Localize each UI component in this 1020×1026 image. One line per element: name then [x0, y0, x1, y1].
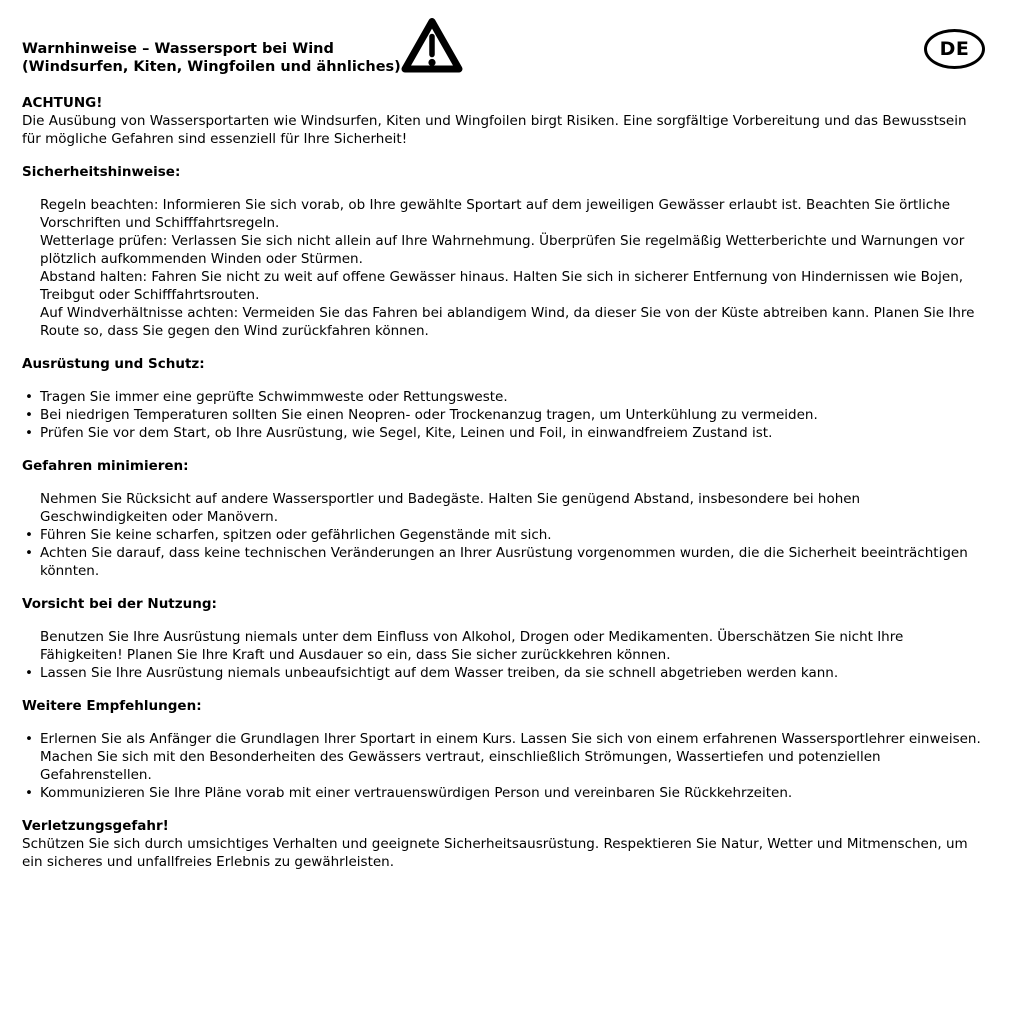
indented-paragraph [40, 490, 985, 526]
indented-paragraph [40, 196, 985, 232]
indented-paragraph [40, 268, 985, 304]
indented-paragraph [40, 304, 985, 340]
language-code: DE [939, 38, 970, 60]
item-text: Bei niedrigen Temperaturen sollten Sie einen Neopren- oder Trockenanzug tragen, um Unterkühlung zu vermeiden. [40, 407, 818, 423]
section-items [25, 628, 985, 682]
section-heading: ACHTUNG! [22, 95, 103, 111]
section-verletzungsgefahr [22, 817, 985, 871]
bullet-item [25, 526, 985, 544]
item-text: Prüfen Sie vor dem Start, ob Ihre Ausrüstung, wie Segel, Kite, Leinen und Foil, in einwandfreiem Zustand ist. [40, 425, 773, 441]
section-heading: Sicherheitshinweise: [22, 164, 181, 180]
indented-paragraph [40, 232, 985, 268]
item-text: Benutzen Sie Ihre Ausrüstung niemals unter dem Einfluss von Alkohol, Drogen oder Medikamenten. Überschätzen Sie nicht Ihre Fähigkeiten! Planen Sie Ihre Kraft und Ausdauer so ein, dass Sie sicher zurückkehren können. [40, 629, 904, 663]
item-text: Machen Sie sich mit den Besonderheiten des Gewässers vertraut, einschließlich Strömungen, Wassertiefen und potenziellen Gefahrenstellen. [40, 749, 881, 783]
bullet-icon: • [25, 527, 33, 543]
bullet-icon: • [25, 389, 33, 405]
bullet-item [25, 730, 985, 748]
item-text: Lassen Sie Ihre Ausrüstung niemals unbeaufsichtigt auf dem Wasser treiben, da sie schnell abgetrieben werden kann. [40, 665, 839, 681]
bullet-icon: • [25, 425, 33, 441]
bullet-item [25, 388, 985, 406]
section-ausrüstung-und-schutz [22, 355, 985, 442]
document-header [22, 0, 985, 79]
item-text: Auf Windverhältnisse achten: Vermeiden Sie das Fahren bei ablandigem Wind, da dieser Sie von der Küste abtreiben kann. Planen Sie Ihre Route so, dass Sie gegen den Wind zurückfahren können. [40, 305, 975, 339]
bullet-icon: • [25, 731, 33, 747]
item-text: Kommunizieren Sie Ihre Pläne vorab mit einer vertrauenswürdigen Person und vereinbaren Sie Rückkehrzeiten. [40, 785, 793, 801]
bullet-icon: • [25, 545, 33, 561]
paragraph: Die Ausübung von Wassersportarten wie Windsurfen, Kiten und Wingfoilen birgt Risiken. Eine sorgfältige Vorbereitung und das Bewusstsein für mögliche Gefahren sind essenziell für Ihre Sicherheit! [22, 113, 967, 147]
section-gefahren-minimieren [22, 457, 985, 580]
language-badge [924, 29, 985, 69]
title-line-1: Warnhinweise – Wassersport bei Wind [22, 41, 334, 57]
document-body [22, 94, 985, 871]
item-text: Nehmen Sie Rücksicht auf andere Wassersportler und Badegäste. Halten Sie genügend Abstand, insbesondere bei hohen Geschwindigkeiten oder Manövern. [40, 491, 861, 525]
bullet-icon: • [25, 407, 33, 423]
indented-paragraph [40, 748, 985, 784]
bullet-item [25, 664, 985, 682]
section-sicherheitshinweise [22, 163, 985, 340]
section-items [25, 388, 985, 442]
bullet-item [25, 784, 985, 802]
warning-triangle-icon [400, 16, 464, 76]
indented-paragraph [40, 628, 985, 664]
section-items [25, 490, 985, 580]
item-text: Erlernen Sie als Anfänger die Grundlagen Ihrer Sportart in einem Kurs. Lassen Sie sich von einem erfahrenen Wassersportlehrer einweisen. [40, 731, 981, 747]
bullet-item [25, 544, 985, 580]
title-line-2: (Windsurfen, Kiten, Wingfoilen und ähnliches) [22, 59, 401, 75]
section-items [40, 196, 985, 340]
section-heading: Vorsicht bei der Nutzung: [22, 596, 217, 612]
bullet-item [25, 406, 985, 424]
document-title [22, 40, 401, 76]
item-text: Wetterlage prüfen: Verlassen Sie sich nicht allein auf Ihre Wahrnehmung. Überprüfen Sie regelmäßig Wetterberichte und Warnungen vor plötzlich aufkommenden Winden oder Stürmen. [40, 233, 965, 267]
bullet-icon: • [25, 785, 33, 801]
section-heading: Gefahren minimieren: [22, 458, 189, 474]
section-heading: Verletzungsgefahr! [22, 818, 169, 834]
section-heading: Weitere Empfehlungen: [22, 698, 202, 714]
bullet-item [25, 424, 985, 442]
item-text: Regeln beachten: Informieren Sie sich vorab, ob Ihre gewählte Sportart auf dem jeweiligen Gewässer erlaubt ist. Beachten Sie örtliche Vorschriften und Schifffahrtsregeln. [40, 197, 951, 231]
bullet-icon: • [25, 665, 33, 681]
section-vorsicht-bei-der-nutzung [22, 595, 985, 682]
section-heading: Ausrüstung und Schutz: [22, 356, 205, 372]
section-achtung [22, 94, 985, 148]
paragraph: Schützen Sie sich durch umsichtiges Verhalten und geeignete Sicherheitsausrüstung. Respektieren Sie Natur, Wetter und Mitmenschen, um ein sicheres und unfallfreies Erlebnis zu gewährleisten. [22, 836, 968, 870]
item-text: Tragen Sie immer eine geprüfte Schwimmweste oder Rettungsweste. [40, 389, 508, 405]
section-items [25, 730, 985, 802]
section-weitere-empfehlungen [22, 697, 985, 802]
item-text: Abstand halten: Fahren Sie nicht zu weit auf offene Gewässer hinaus. Halten Sie sich in sicherer Entfernung von Hindernissen wie Bojen, Treibgut oder Schifffahrtsrouten. [40, 269, 964, 303]
item-text: Führen Sie keine scharfen, spitzen oder gefährlichen Gegenstände mit sich. [40, 527, 552, 543]
item-text: Achten Sie darauf, dass keine technischen Veränderungen an Ihrer Ausrüstung vorgenommen wurden, die die Sicherheit beeinträchtigen könnten. [40, 545, 968, 579]
